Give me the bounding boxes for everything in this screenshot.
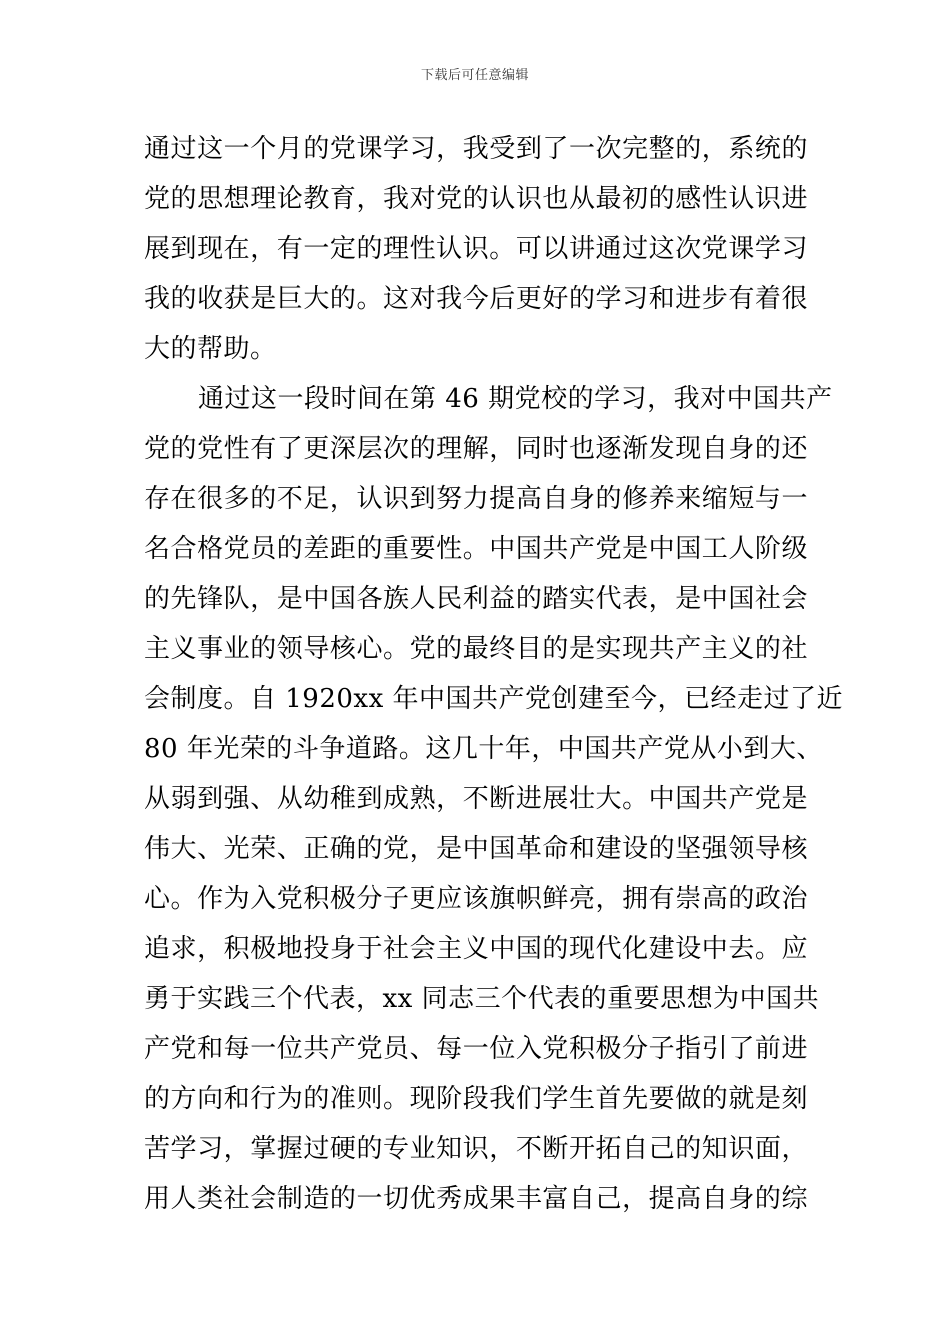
text-line: 产党和每一位共产党员、每一位入党积极分子指引了前进 (144, 1034, 808, 1064)
document-body (144, 124, 844, 1224)
text-line: 苦学习，掌握过硬的专业知识，不断开拓自己的知识面， (144, 1134, 808, 1164)
text-line: 伟大、光荣、正确的党，是中国革命和建设的坚强领导核 (144, 834, 808, 864)
text-line: 存在很多的不足，认识到努力提高自身的修养来缩短与一 (144, 484, 808, 514)
text-line: 心。作为入党积极分子更应该旗帜鲜亮，拥有崇高的政治 (144, 884, 808, 914)
text-line: 会制度。自 1920xx 年中国共产党创建至今，已经走过了近 (144, 684, 844, 714)
text-line: 党的党性有了更深层次的理解，同时也逐渐发现自身的还 (144, 434, 808, 464)
text-line: 通过这一段时间在第 46 期党校的学习，我对中国共产 (198, 384, 833, 414)
text-line: 我的收获是巨大的。这对我今后更好的学习和进步有着很 (144, 284, 808, 314)
paragraph-2 (144, 374, 844, 1224)
page-header-note: 下载后可任意编辑 (420, 68, 529, 83)
text-line: 展到现在，有一定的理性认识。可以讲通过这次党课学习 (144, 234, 808, 264)
paragraph-1 (144, 124, 808, 374)
text-line: 通过这一个月的党课学习，我受到了一次完整的，系统的 (144, 134, 808, 164)
text-line: 从弱到强、从幼稚到成熟，不断进展壮大。中国共产党是 (144, 784, 808, 814)
text-line: 主义事业的领导核心。党的最终目的是实现共产主义的社 (144, 634, 808, 664)
text-line: 80 年光荣的斗争道路。这几十年，中国共产党从小到大、 (144, 734, 823, 764)
text-line: 的方向和行为的准则。现阶段我们学生首先要做的就是刻 (144, 1084, 808, 1114)
text-line: 党的思想理论教育，我对党的认识也从最初的感性认识进 (144, 184, 808, 214)
text-line: 勇于实践三个代表，xx 同志三个代表的重要思想为中国共 (144, 984, 820, 1014)
text-line: 大的帮助。 (144, 334, 277, 364)
text-line: 名合格党员的差距的重要性。中国共产党是中国工人阶级 (144, 534, 808, 564)
text-line: 的先锋队，是中国各族人民利益的踏实代表，是中国社会 (144, 584, 808, 614)
text-line: 追求，积极地投身于社会主义中国的现代化建设中去。应 (144, 934, 808, 964)
text-line: 用人类社会制造的一切优秀成果丰富自己，提高自身的综 (144, 1184, 808, 1214)
